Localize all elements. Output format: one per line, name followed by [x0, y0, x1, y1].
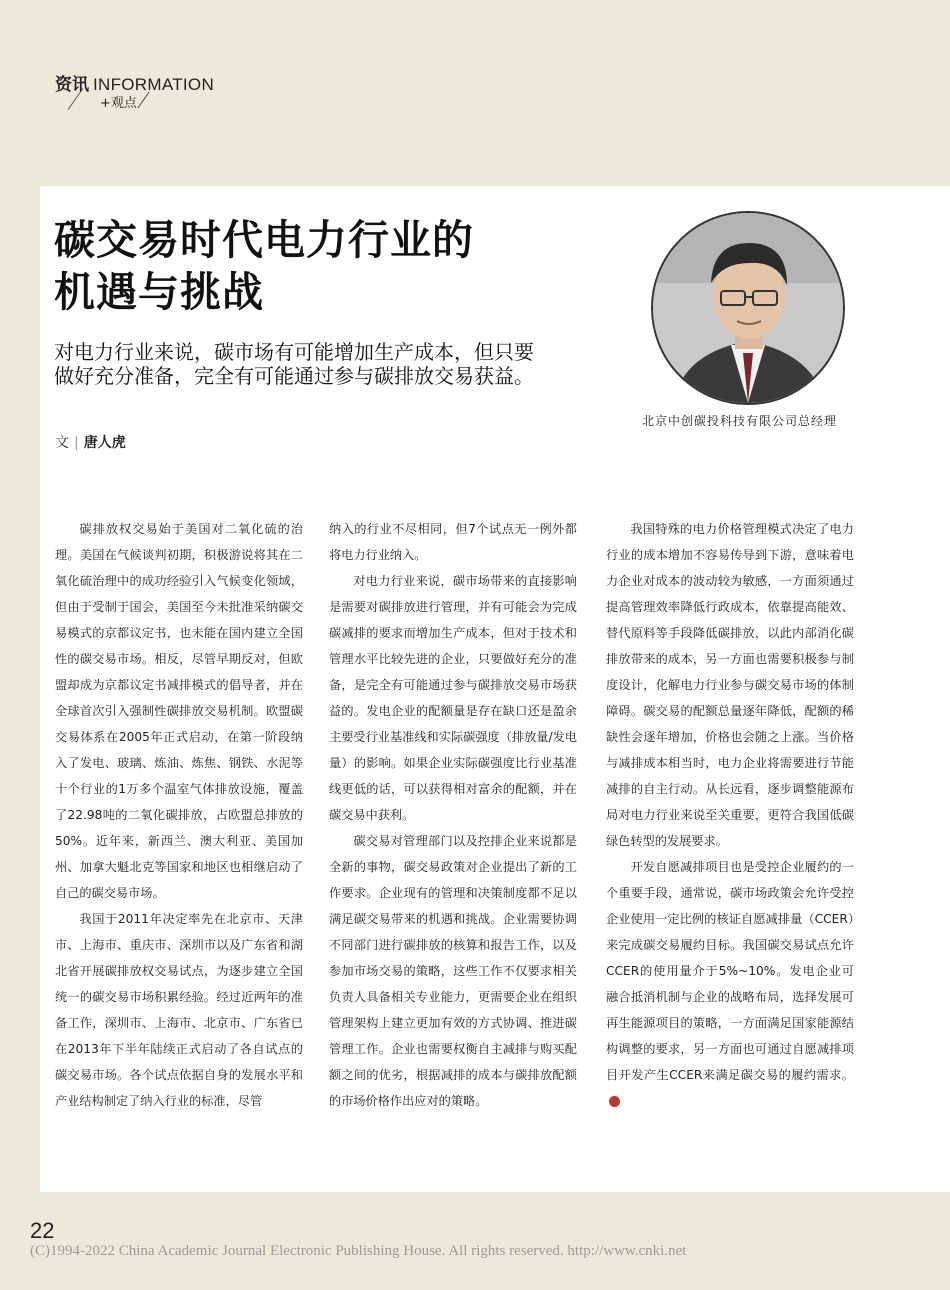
article-column-1: [55, 516, 303, 1114]
article-title: [54, 214, 474, 318]
subsection-label: +观点: [100, 96, 137, 111]
header-slash-decoration-2: [137, 92, 149, 109]
article-end-mark-icon: [609, 1096, 620, 1107]
article-subtitle-line: 做好充分准备，完全有可能通过参与碳排放交易获益。: [54, 364, 534, 388]
section-header: [55, 70, 215, 111]
article-column-2: [329, 516, 577, 1114]
paragraph: 碳排放权交易始于美国对二氧化硫的治理。美国在气候谈判初期，积极游说将其在二氧化硫治理中的成功经验引入气候变化领域，但由于受制于国会，美国至今未批准采纳碳交易模式的京都议定书，也未能在国内建立全国性的碳交易市场。相反，尽管早期反对，但欧盟却成为京都议定书减排模式的倡导者，并在全球首次引入强制性碳排放交易机制。欧盟碳交易体系在2005年正式启动，在第一阶段纳入了发电、玻璃、炼油、炼焦、钢铁、水泥等十个行业的1万多个温室气体排放设施，覆盖了22.98吨的二氧化碳排放，占欧盟总排放的50%。近年来，新西兰、澳大利亚、美国加州、加拿大魁北克等国家和地区也相继启动了自己的碳交易市场。: [55, 522, 303, 900]
author-separator: |: [74, 435, 79, 451]
article-column-3: [606, 516, 854, 1114]
portrait-illustration: [653, 213, 843, 403]
paragraph: 对电力行业来说，碳市场带来的直接影响是需要对碳排放进行管理，并有可能会为完成碳减排的要求而增加生产成本，但对于技术和管理水平比较先进的企业，只要做好充分的准备，是完全有可能通过参与碳排放交易市场获益的。发电企业的配额量是存在缺口还是盈余主要受行业基准线和实际碳强度（排放量/发电量）的影响。如果企业实际碳强度比行业基准线更低的话，可以获得相对富余的配额，并在碳交易中获利。: [329, 574, 577, 822]
article-panel: [40, 186, 950, 1192]
author-name: 唐人虎: [83, 435, 126, 451]
paragraph: 纳入的行业不尽相同，但7个试点无一例外都将电力行业纳入。: [329, 522, 577, 562]
copyright-footer: (C)1994-2022 China Academic Journal Electronic Publishing House. All rights reserved. http://www.cnki.net: [30, 1243, 687, 1259]
paragraph: [606, 854, 854, 1114]
portrait-caption: 北京中创碳投科技有限公司总经理: [642, 414, 838, 428]
article-subtitle: [54, 340, 594, 388]
paragraph: 碳交易对管理部门以及控排企业来说都是全新的事物，碳交易政策对企业提出了新的工作要求。企业现有的管理和决策制度都不足以满足碳交易带来的机遇和挑战。企业需要协调不同部门进行碳排放的核算和报告工作，以及参加市场交易的策略，这些工作不仅要求相关负责人具备相关专业能力，更需要企业在组织管理架构上建立更加有效的方式协调、推进碳管理工作。企业也需要权衡自主减排与购买配额之间的优劣，根据减排的成本与碳排放配额的市场价格作出应对的策略。: [329, 834, 577, 1108]
article-subtitle-line: 对电力行业来说，碳市场有可能增加生产成本，但只要: [54, 340, 534, 364]
author-label: 文: [55, 435, 69, 451]
author-byline: [55, 432, 126, 452]
section-label-en: INFORMATION: [93, 75, 215, 94]
article-title-line: 机遇与挑战: [54, 268, 264, 316]
paragraph: 我国于2011年决定率先在北京市、天津市、上海市、重庆市、深圳市以及广东省和湖北省开展碳排放权交易试点，为逐步建立全国统一的碳交易市场积累经验。经过近两年的准备工作，深圳市、上海市、北京市、广东省已在2013年下半年陆续正式启动了各自试点的碳交易市场。各个试点依据自身的发展水平和产业结构制定了纳入行业的标准，尽管: [55, 912, 303, 1108]
page-number: 22: [30, 1218, 55, 1243]
section-label-zh: 资讯: [55, 75, 89, 95]
paragraph: 我国特殊的电力价格管理模式决定了电力行业的成本增加不容易传导到下游，意味着电力企业对成本的波动较为敏感，一方面须通过提高管理效率降低行政成本，依靠提高能效、替代原料等手段降低碳排放，以此内部消化碳排放带来的成本，另一方面也需要积极参与制度设计，化解电力行业参与碳交易市场的体制障碍。碳交易的配额总量逐年降低，配额的稀缺性会逐年增加，价格也会随之上涨。当价格与减排成本相当时，电力企业将需要进行节能减排的自主行动。从长远看，逐步调整能源布局对电力行业来说至关重要，更符合我国低碳绿色转型的发展要求。: [606, 522, 854, 848]
author-portrait: [651, 211, 845, 405]
paragraph-text: 开发自愿减排项目也是受控企业履约的一个重要手段，通常说，碳市场政策会允许受控企业使用一定比例的核证自愿减排量（CCER）来完成碳交易履约目标。我国碳交易试点允许CCER的使用量介于5%~10%。发电企业可融合抵消机制与企业的战略布局，选择发展可再生能源项目的策略，一方面满足国家能源结构调整的要求，另一方面也可通过自愿减排项目开发产生CCER来满足碳交易的履约需求。: [606, 860, 854, 1082]
article-title-line: 碳交易时代电力行业的: [54, 216, 474, 264]
